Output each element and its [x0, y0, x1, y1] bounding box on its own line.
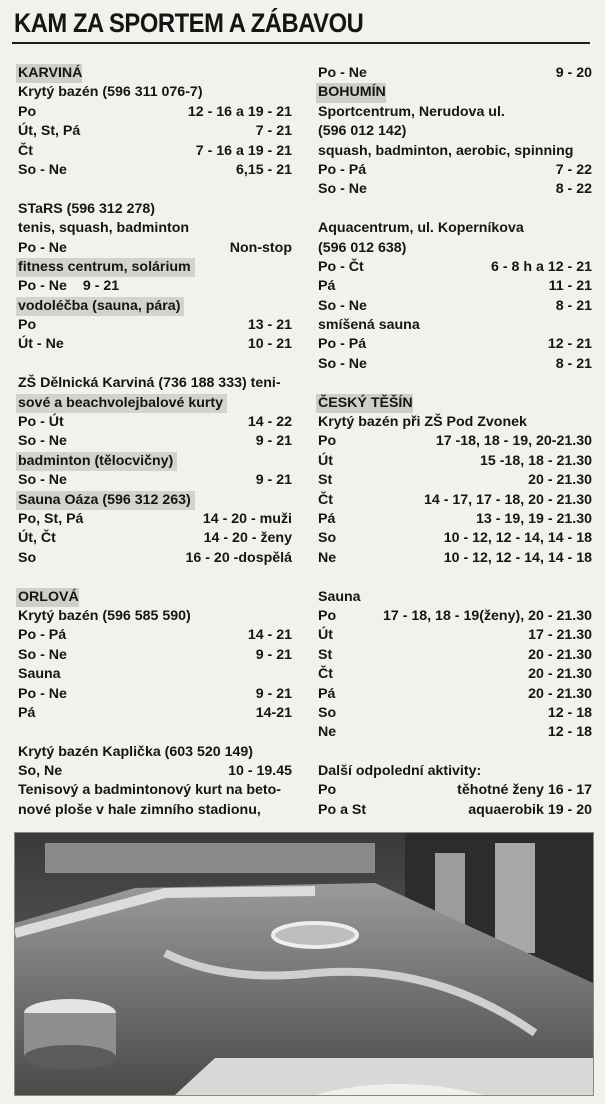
schedule-line-so-ne [18, 432, 292, 451]
schedule-line-pa [18, 704, 292, 723]
schedule-line-dalsi-odpoledni-aktivity [318, 762, 592, 781]
line-text: Tenisový a badmintonový kurt na beto- [18, 782, 282, 799]
hours-value: 12 - 21 [547, 336, 592, 353]
schedule-line-stars-596-312-278 [18, 200, 292, 219]
line-text: BOHUMÍN [316, 83, 386, 102]
day-label: Po [18, 103, 37, 120]
spacer [318, 200, 592, 219]
schedule-line-so [318, 704, 592, 723]
schedule-line-ut [318, 452, 592, 471]
hours-value: 16 - 20 -dospělá [185, 549, 292, 566]
hours-value: 11 - 21 [548, 278, 592, 295]
schedule-line-so-ne [18, 471, 292, 490]
spacer [18, 568, 292, 587]
hours-value: 6 - 8 h a 12 - 21 [491, 258, 592, 275]
schedule-line-pa [318, 685, 592, 704]
line-text: Krytý bazén Kaplička (603 520 149) [18, 743, 254, 760]
schedule-line-so [18, 549, 292, 568]
schedule-line-po [318, 607, 592, 626]
line-text: ORLOVÁ [16, 588, 79, 607]
hours-value: 7 - 22 [555, 161, 592, 178]
day-label: St [318, 472, 333, 489]
schedule-line-tenisovy-a-badmintonovy-kurt-na-beto [18, 781, 292, 800]
day-label: So - Ne [18, 433, 67, 450]
day-label: So - Ne [318, 181, 367, 198]
hours-value: 20 - 21.30 [528, 666, 592, 683]
hours-value: 14 - 17, 17 - 18, 20 - 21.30 [424, 491, 592, 508]
day-label: Po [318, 433, 337, 450]
line-text: Další odpolední aktivity: [318, 763, 482, 780]
hours-value: 20 - 21.30 [528, 472, 592, 489]
schedule-line-po-ct [318, 258, 592, 277]
day-label: So - Ne [318, 355, 367, 372]
day-label: Po - Pá [318, 161, 367, 178]
day-label: Po - Pá [18, 627, 67, 644]
schedule-line-zs-delnicka-karvina-736-188-333-teni [18, 374, 292, 393]
schedule-line-ut-st-pa [18, 122, 292, 141]
line-text: fitness centrum, solárium [16, 258, 195, 277]
day-label: So [318, 704, 337, 721]
hours-value: 9 - 21 [82, 278, 120, 295]
day-label: Po [318, 607, 337, 624]
schedule-line-kryty-bazen-596-585-590 [18, 607, 292, 626]
hours-value: 12 - 18 [547, 704, 592, 721]
schedule-line-st [318, 471, 592, 490]
day-label: Út, Čt [18, 530, 56, 547]
day-label: So - Ne [18, 646, 67, 663]
schedule-line-so-ne [18, 161, 292, 180]
hours-value: 8 - 21 [555, 355, 592, 372]
hours-value: 20 - 21.30 [528, 685, 592, 702]
line-text: squash, badminton, aerobic, spinning [318, 142, 574, 159]
schedule-line-so-ne [18, 646, 292, 665]
line-text: badminton (tělocvičny) [16, 452, 177, 471]
schedule-line-tenis-squash-badminton [18, 219, 292, 238]
day-label: Út, St, Pá [18, 123, 81, 140]
schedule-line-vodolecba-sauna-para [18, 297, 292, 316]
day-label: Ne [318, 724, 337, 741]
day-label: Po - Čt [318, 258, 364, 275]
line-text: Sauna [318, 588, 361, 605]
day-label: So - Ne [18, 472, 67, 489]
day-label: So [18, 549, 37, 566]
schedule-line-po-ne [18, 277, 292, 296]
line-text: Krytý bazén (596 585 590) [18, 607, 191, 624]
spacer [18, 355, 292, 374]
line-text: Sauna Oáza (596 312 263) [16, 491, 195, 510]
spacer [18, 723, 292, 742]
schedule-line-so-ne [18, 762, 292, 781]
hours-value: 9 - 21 [255, 685, 292, 702]
city-heading-karvina [18, 64, 292, 83]
schedule-line-pa [318, 510, 592, 529]
left-column [18, 64, 292, 820]
day-label: Pá [318, 278, 336, 295]
line-text: KARVINÁ [16, 64, 82, 83]
schedule-line-ct [318, 665, 592, 684]
hours-value: 10 - 19.45 [228, 763, 292, 780]
day-label: Ne [318, 549, 337, 566]
spacer [18, 180, 292, 199]
schedule-line-kryty-bazen-596-311-076-7 [18, 83, 292, 102]
spacer [318, 374, 592, 393]
schedule-line-sauna-oaza-596-312-263 [18, 491, 292, 510]
hours-value: 9 - 21 [255, 472, 292, 489]
schedule-line-po [18, 316, 292, 335]
day-label: Po - Ne [18, 685, 67, 702]
hours-value: 13 - 19, 19 - 21.30 [476, 510, 592, 527]
day-label: Po - Pá [318, 336, 367, 353]
hours-value: 9 - 21 [255, 433, 292, 450]
day-label: Pá [318, 685, 336, 702]
hours-value: 10 - 21 [247, 336, 292, 353]
line-text: Sportcentrum, Nerudova ul. [318, 103, 505, 120]
pool-photo [14, 832, 594, 1096]
hours-value: 17 -18, 18 - 19, 20-21.30 [435, 433, 592, 450]
schedule-line-aquacentrum-ul-kopernikova [318, 219, 592, 238]
hours-value: 10 - 12, 12 - 14, 14 - 18 [443, 549, 592, 566]
hours-value: 14 - 20 - ženy [203, 530, 292, 547]
schedule-line-badminton-telocvicny [18, 452, 292, 471]
day-label: Po - Ne [18, 278, 67, 295]
day-label: Út [318, 627, 333, 644]
schedule-line-po-st-pa [18, 510, 292, 529]
hours-value: 12 - 16 a 19 - 21 [187, 103, 292, 120]
schedule-line-so-ne [318, 297, 592, 316]
day-label: Po [18, 317, 37, 334]
schedule-line-so-ne [318, 180, 592, 199]
schedule-line-ne [318, 549, 592, 568]
hours-value: 14 - 20 - muži [202, 510, 292, 527]
hours-value: 20 - 21.30 [528, 646, 592, 663]
schedule-line-so [318, 529, 592, 548]
hours-value: 7 - 16 a 19 - 21 [195, 142, 292, 159]
schedule-line-smisena-sauna [318, 316, 592, 335]
day-label: St [318, 646, 333, 663]
schedule-line-ct [18, 142, 292, 161]
day-label: So [318, 530, 337, 547]
schedule-line-po-pa [318, 161, 592, 180]
day-label: So, Ne [18, 763, 63, 780]
line-text: smíšená sauna [318, 317, 420, 334]
schedule-line-pa [318, 277, 592, 296]
line-text: tenis, squash, badminton [18, 220, 190, 237]
line-text: sové a beachvolejbalové kurty [16, 394, 227, 413]
schedule-line-po-ne [318, 64, 592, 83]
schedule-line-fitness-centrum-solarium [18, 258, 292, 277]
schedule-line-sauna [318, 588, 592, 607]
day-label: Pá [18, 704, 36, 721]
line-text: Sauna [18, 666, 61, 683]
hours-value: 14-21 [255, 704, 292, 721]
schedule-line-sove-a-beachvolejbalove-kurty [18, 394, 292, 413]
hours-value: těhotné ženy 16 - 17 [457, 782, 592, 799]
hours-value: 9 - 21 [255, 646, 292, 663]
line-text: STaRS (596 312 278) [18, 200, 155, 217]
schedule-line-596-012-638 [318, 239, 592, 258]
schedule-line-po-pa [18, 626, 292, 645]
right-column [318, 64, 592, 820]
line-text: Aquacentrum, ul. Koperníkova [318, 220, 524, 237]
hours-value: aquaerobik 19 - 20 [468, 801, 592, 818]
schedule-line-po-ne [18, 685, 292, 704]
schedule-line-po [318, 781, 592, 800]
schedule-line-ut [318, 626, 592, 645]
schedule-line-st [318, 646, 592, 665]
hours-value: 17 - 18, 18 - 19(ženy), 20 - 21.30 [383, 607, 592, 624]
schedule-line-ut-ct [18, 529, 292, 548]
hours-value: 9 - 20 [555, 65, 592, 81]
schedule-line-ct [318, 491, 592, 510]
title-rule [12, 42, 590, 44]
city-heading-orlova [18, 588, 292, 607]
day-label: Čt [318, 491, 333, 508]
hours-value: 17 - 21.30 [528, 627, 592, 644]
line-text: Krytý bazén (596 311 076-7) [18, 84, 203, 101]
hours-value: 7 - 21 [255, 123, 292, 140]
schedule-line-sauna [18, 665, 292, 684]
schedule-line-squash-badminton-aerobic-spinning [318, 142, 592, 161]
line-text: vodoléčba (sauna, pára) [16, 297, 184, 316]
day-label: Po - Ne [318, 65, 367, 81]
day-label: So - Ne [318, 297, 367, 314]
day-label: Po, St, Pá [18, 510, 84, 527]
hours-value: 15 -18, 18 - 21.30 [479, 452, 592, 469]
day-label: Čt [318, 666, 333, 683]
hours-value: 8 - 21 [555, 297, 592, 314]
page-title: KAM ZA SPORTEM A ZÁBAVOU [14, 8, 364, 38]
schedule-line-kryty-bazen-kaplicka-603-520-149 [18, 743, 292, 762]
schedule-line-sportcentrum-nerudova-ul [318, 103, 592, 122]
city-heading-bohumin [318, 83, 592, 102]
line-text: (596 012 638) [318, 239, 407, 256]
day-label: Po [318, 782, 337, 799]
hours-value: 10 - 12, 12 - 14, 14 - 18 [443, 530, 592, 547]
day-label: Čt [18, 142, 33, 159]
hours-value: 13 - 21 [247, 317, 292, 334]
line-text: ČESKÝ TĚŠÍN [316, 394, 413, 413]
line-text: nové ploše v hale zimního stadionu, [18, 801, 261, 818]
line-text: ZŠ Dělnická Karviná (736 188 333) teni- [18, 375, 281, 392]
day-label: Út [318, 452, 333, 469]
schedule-line-po [318, 432, 592, 451]
hours-value: 14 - 21 [247, 627, 292, 644]
day-label: So - Ne [18, 161, 67, 178]
city-heading-cesky-tesin [318, 394, 592, 413]
schedule-line-so-ne [318, 355, 592, 374]
schedule-line-po-ne [18, 239, 292, 258]
schedule-line-kryty-bazen-pri-zs-pod-zvonek [318, 413, 592, 432]
spacer [318, 568, 592, 587]
hours-value: 12 - 18 [547, 724, 592, 741]
schedule-line-ut-ne [18, 335, 292, 354]
day-label: Po a St [318, 801, 367, 818]
schedule-line-po-a-st [318, 801, 592, 820]
schedule-line-ne [318, 723, 592, 742]
schedule-line-po-ut [18, 413, 292, 432]
line-text: Krytý bazén při ZŠ Pod Zvonek [318, 414, 527, 431]
hours-value: 6,15 - 21 [235, 161, 292, 178]
spacer [318, 743, 592, 762]
line-text: (596 012 142) [318, 123, 407, 140]
schedule-line-nove-plose-v-hale-zimniho-stadionu [18, 801, 292, 820]
schedule-line-596-012-142 [318, 122, 592, 141]
day-label: Po - Ne [18, 239, 67, 256]
schedule-line-po [18, 103, 292, 122]
day-label: Po - Út [18, 414, 64, 431]
day-label: Pá [318, 510, 336, 527]
day-label: Út - Ne [18, 336, 64, 353]
schedule-line-po-pa [318, 335, 592, 354]
hours-value: 14 - 22 [247, 414, 292, 431]
hours-value: Non-stop [229, 239, 292, 256]
hours-value: 8 - 22 [555, 181, 592, 198]
